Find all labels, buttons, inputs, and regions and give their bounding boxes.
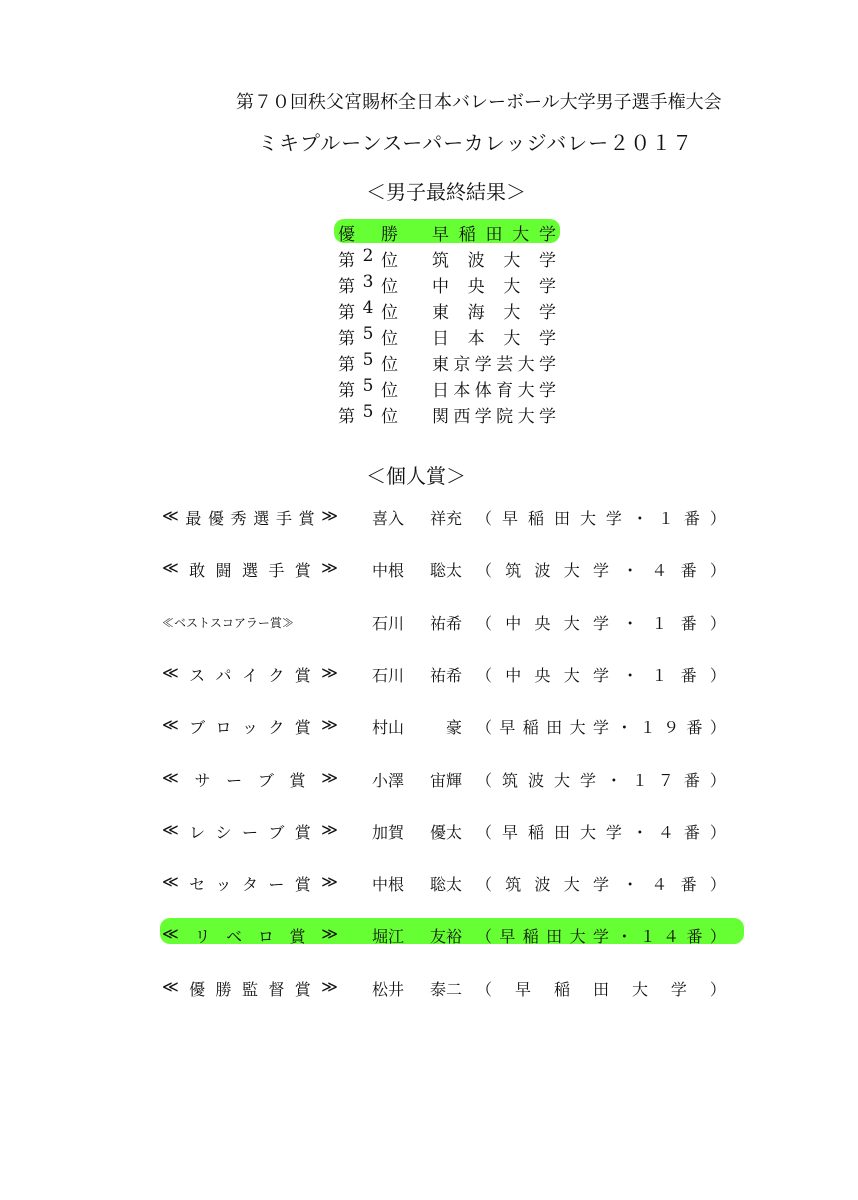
team-char: 波 [527, 770, 544, 790]
rank-char: 第 [338, 277, 355, 297]
award-row [162, 611, 728, 637]
player-char: 祐希 [429, 665, 462, 685]
team-char: ・ [622, 561, 639, 581]
award-row [162, 924, 728, 950]
player-char: 石川 [372, 665, 405, 685]
award-char: ≫ [321, 976, 338, 996]
team-char: 大 [563, 613, 580, 633]
award-name [162, 558, 338, 581]
result-university [432, 376, 556, 401]
award-row [162, 715, 728, 741]
player-char: 宙輝 [429, 770, 462, 790]
team-char: 筑 [505, 561, 522, 581]
award-char: ≫ [321, 506, 338, 525]
award-char: 賞 [298, 509, 315, 528]
team-char: 大 [569, 927, 586, 947]
award-name [162, 506, 338, 529]
award-char: ー [268, 875, 285, 895]
result-university [432, 350, 556, 375]
award-char: 敢 [189, 561, 206, 581]
award-name [162, 820, 338, 843]
team-char: 稲 [527, 509, 544, 528]
award-char: 賞 [294, 561, 311, 581]
team-char: 学 [592, 613, 609, 633]
university-char: 本 [453, 381, 471, 401]
player-char: 石川 [372, 613, 405, 633]
award-player [372, 924, 462, 947]
award-char: サ [194, 770, 211, 790]
team-char: ） [709, 509, 726, 528]
team-char: 学 [605, 822, 622, 842]
team-char: （ [476, 875, 493, 895]
award-char: 優 [208, 509, 225, 528]
award-char: ッ [215, 875, 232, 895]
player-char: 松井 [372, 979, 405, 999]
award-char: ク [268, 718, 285, 738]
team-char: 大 [563, 561, 580, 581]
award-row [162, 768, 728, 794]
team-char: 学 [605, 509, 622, 528]
team-char: 稲 [522, 718, 539, 738]
team-char: １ [651, 613, 668, 633]
award-team [476, 768, 726, 791]
university-char: 学 [538, 277, 556, 297]
team-char: 筑 [505, 875, 522, 895]
team-char: 早 [501, 509, 518, 528]
team-char: 田 [592, 979, 609, 999]
award-char: 賞 [294, 718, 311, 738]
team-char: 波 [534, 561, 551, 581]
award-char: ≪ [162, 506, 179, 525]
award-name [162, 715, 338, 738]
team-char: 中 [505, 613, 522, 633]
player-char: 堀江 [372, 927, 405, 947]
award-char: ブ [189, 718, 206, 738]
team-char: 稲 [553, 979, 570, 999]
award-player [372, 558, 462, 581]
team-char: 波 [534, 875, 551, 895]
university-char: 大 [512, 225, 530, 245]
award-team [476, 558, 726, 581]
team-char: 田 [553, 822, 570, 842]
team-char: 学 [670, 979, 687, 999]
team-char: ） [709, 613, 726, 633]
rank-char: 5 [362, 324, 374, 344]
team-char: 番 [683, 770, 700, 790]
award-char: ≫ [321, 819, 338, 839]
team-char: （ [476, 770, 493, 790]
team-char: ） [709, 927, 726, 947]
award-char: レ [189, 822, 206, 842]
player-char: 喜入 [372, 509, 405, 528]
award-player [372, 611, 462, 634]
award-char: ー [226, 770, 243, 790]
university-char: 大 [517, 407, 535, 427]
team-char: 学 [592, 665, 609, 685]
team-char: 稲 [522, 927, 539, 947]
award-player [372, 768, 462, 791]
player-char: 加賀 [372, 822, 405, 842]
award-char: 選 [253, 509, 270, 528]
award-char: ー [241, 822, 258, 842]
result-rank [338, 246, 398, 271]
team-char: 早 [501, 822, 518, 842]
award-char: ッ [241, 718, 258, 738]
award-player [372, 820, 462, 843]
team-char: 早 [499, 927, 516, 947]
team-char: 大 [553, 770, 570, 790]
award-char: 監 [241, 979, 258, 999]
player-char: 村山 [372, 718, 405, 738]
team-char: 筑 [501, 770, 518, 790]
team-char: ４ [657, 822, 674, 842]
team-char: 大 [563, 875, 580, 895]
team-char: 大 [563, 665, 580, 685]
university-char: 西 [453, 407, 471, 427]
award-row [162, 558, 728, 584]
rank-char: 第 [338, 303, 355, 323]
team-char: （ [476, 509, 493, 528]
team-char: 大 [579, 822, 596, 842]
university-char: 央 [467, 277, 485, 297]
team-char: 中 [505, 665, 522, 685]
rank-char: 第 [338, 329, 355, 349]
result-university [432, 298, 556, 323]
award-char: ブ [257, 770, 274, 790]
team-char: １ [651, 665, 668, 685]
tournament-subtitle: ミキプルーンスーパーカレッジバレー２０１７ [258, 131, 694, 155]
team-char: 大 [569, 718, 586, 738]
award-char: ≫ [321, 924, 338, 944]
team-char: （ [476, 822, 493, 842]
result-rank [338, 272, 398, 297]
university-char: 本 [467, 329, 485, 349]
team-char: 学 [579, 770, 596, 790]
rank-char: 位 [380, 329, 398, 349]
award-char: ≫ [321, 715, 338, 735]
university-char: 波 [467, 251, 485, 271]
rank-char: 4 [362, 298, 374, 318]
team-char: （ [476, 927, 493, 947]
tournament-title: 第７０回秩父宮賜杯全日本バレーボール大学男子選手権大会 [236, 92, 722, 113]
result-rank [338, 298, 398, 323]
award-char: ク [268, 665, 285, 685]
award-char: 賞 [289, 770, 306, 790]
team-char: 番 [683, 822, 700, 842]
result-university [432, 402, 556, 427]
award-row [162, 820, 728, 846]
award-char: 最 [185, 509, 202, 528]
rank-char: 位 [380, 407, 398, 427]
player-char: 祥充 [429, 509, 462, 528]
university-char: 院 [496, 407, 514, 427]
award-char: ≫ [321, 558, 338, 578]
team-char: 学 [592, 718, 609, 738]
result-rank [338, 324, 398, 349]
award-team [476, 506, 726, 529]
team-char: 大 [631, 979, 648, 999]
team-char: 学 [592, 875, 609, 895]
award-team [476, 924, 726, 947]
university-char: 大 [503, 251, 521, 271]
rank-char: 5 [362, 376, 374, 396]
player-char: 祐希 [429, 613, 462, 633]
university-char: 大 [517, 355, 535, 375]
award-char: ≫ [321, 767, 338, 787]
team-char: 田 [546, 718, 563, 738]
rank-char: 5 [362, 402, 374, 422]
team-char: ９ [663, 718, 680, 738]
university-char: 東 [432, 303, 449, 323]
team-char: 央 [534, 665, 551, 685]
award-char: ≪ [162, 767, 179, 787]
university-char: 大 [503, 277, 521, 297]
team-char: １ [639, 718, 656, 738]
award-char: イ [241, 665, 258, 685]
university-char: 中 [432, 277, 449, 297]
team-char: ） [709, 770, 726, 790]
result-university [432, 324, 556, 349]
rank-char: 第 [338, 355, 355, 375]
team-char: １ [639, 927, 656, 947]
player-char: 友裕 [429, 927, 462, 947]
university-char: 筑 [432, 251, 449, 271]
team-char: 番 [680, 561, 697, 581]
player-char: 小澤 [372, 770, 405, 790]
team-char: （ [476, 665, 493, 685]
team-char: ４ [651, 875, 668, 895]
final-results-heading: ＜男子最終結果＞ [366, 180, 526, 204]
team-char: ７ [657, 770, 674, 790]
award-char: ブ [268, 822, 285, 842]
player-char: 豪 [445, 718, 462, 738]
award-char: 優 [189, 979, 206, 999]
award-player [372, 872, 462, 895]
award-char: 督 [268, 979, 285, 999]
award-char: ≫ [321, 872, 338, 892]
university-char: 大 [503, 329, 521, 349]
player-char: 優太 [429, 822, 462, 842]
rank-char: 第 [338, 407, 355, 427]
award-char: 賞 [294, 875, 311, 895]
award-char: 賞 [289, 927, 306, 947]
award-char: ス [189, 665, 206, 685]
team-char: 大 [579, 509, 596, 528]
team-char: １ [657, 509, 674, 528]
university-char: 日 [432, 329, 449, 349]
rank-char: 勝 [381, 225, 398, 245]
team-char: ・ [622, 875, 639, 895]
team-char: （ [476, 561, 493, 581]
university-char: 学 [539, 225, 556, 245]
award-team [476, 611, 726, 634]
award-char: 賞 [294, 665, 311, 685]
university-char: 京 [453, 355, 471, 375]
award-char: 手 [275, 509, 292, 528]
team-char: 稲 [527, 822, 544, 842]
award-char: 選 [241, 561, 258, 581]
award-row [162, 506, 728, 532]
university-char: 学 [538, 381, 556, 401]
university-char: 体 [474, 381, 492, 401]
award-name: ≪ベストスコアラー賞≫ [162, 615, 294, 630]
award-row [162, 663, 728, 689]
award-char: ベ [226, 927, 243, 947]
player-char: 中根 [372, 875, 405, 895]
university-char: 学 [474, 407, 492, 427]
team-char: ） [709, 665, 726, 685]
award-char: 闘 [215, 561, 232, 581]
university-char: 日 [432, 381, 449, 401]
award-name [162, 924, 338, 947]
team-char: （ [476, 979, 493, 999]
team-char: ４ [663, 927, 680, 947]
award-char: 手 [268, 561, 285, 581]
award-char: リ [194, 927, 211, 947]
rank-char: 2 [362, 246, 374, 266]
team-char: ・ [631, 822, 648, 842]
team-char: 番 [686, 927, 703, 947]
team-char: 番 [686, 718, 703, 738]
team-char: 田 [546, 927, 563, 947]
award-char: ロ [257, 927, 274, 947]
result-rank [338, 376, 398, 401]
rank-char: 位 [380, 251, 398, 271]
award-name [162, 768, 338, 791]
university-char: 海 [467, 303, 485, 323]
award-player [372, 506, 462, 529]
team-char: ４ [651, 561, 668, 581]
team-char: 番 [683, 509, 700, 528]
university-char: 学 [538, 303, 556, 323]
result-university [432, 220, 556, 245]
award-char: ≪ [162, 662, 179, 682]
team-char: ・ [616, 927, 633, 947]
award-char: 秀 [230, 509, 247, 528]
award-char: セ [189, 875, 206, 895]
rank-char: 位 [380, 303, 398, 323]
rank-char: 5 [362, 350, 374, 370]
award-team [476, 977, 726, 1000]
university-char: 大 [503, 303, 521, 323]
player-char: 聡太 [429, 561, 462, 581]
award-char: ≪ [162, 924, 179, 944]
award-team [476, 663, 726, 686]
award-char: ≪ [162, 819, 179, 839]
rank-char: 位 [380, 355, 398, 375]
award-char: パ [215, 665, 232, 685]
award-char: ≫ [321, 662, 338, 682]
award-char: 勝 [215, 979, 232, 999]
university-char: 関 [432, 407, 449, 427]
team-char: ・ [631, 509, 648, 528]
team-char: （ [476, 613, 493, 633]
rank-char: 第 [338, 251, 355, 271]
award-player [372, 977, 462, 1000]
university-char: 稲 [458, 225, 476, 245]
university-char: 東 [432, 355, 449, 375]
team-char: 番 [680, 875, 697, 895]
team-char: ・ [616, 718, 633, 738]
university-char: 大 [517, 381, 535, 401]
result-rank [338, 350, 398, 375]
team-char: ） [709, 561, 726, 581]
award-player [372, 663, 462, 686]
result-rank [338, 220, 398, 245]
university-char: 学 [538, 329, 556, 349]
player-char: 泰二 [429, 979, 462, 999]
team-char: 学 [592, 561, 609, 581]
university-char: 田 [485, 225, 503, 245]
award-name [162, 663, 338, 686]
team-char: 番 [680, 665, 697, 685]
award-char: ≪ [162, 872, 179, 892]
rank-char: 第 [338, 381, 355, 401]
award-char: シ [215, 822, 232, 842]
team-char: ） [709, 875, 726, 895]
rank-char: 位 [380, 277, 398, 297]
result-university [432, 272, 556, 297]
award-team [476, 715, 726, 738]
team-char: 早 [514, 979, 531, 999]
award-player [372, 715, 462, 738]
result-university [432, 246, 556, 271]
rank-char: 3 [362, 272, 374, 292]
team-char: ） [709, 822, 726, 842]
team-char: 田 [553, 509, 570, 528]
team-char: 番 [680, 613, 697, 633]
university-char: 学 [474, 355, 492, 375]
university-char: 育 [496, 381, 514, 401]
award-char: ≪ [162, 976, 179, 996]
award-name [162, 977, 338, 1000]
award-team [476, 820, 726, 843]
award-row [162, 872, 728, 898]
rank-char: 位 [380, 381, 398, 401]
award-row [162, 977, 728, 1003]
team-char: ） [709, 718, 726, 738]
award-char: 賞 [294, 979, 311, 999]
result-rank [338, 402, 398, 427]
award-char: 賞 [294, 822, 311, 842]
team-char: ・ [622, 665, 639, 685]
award-char: ロ [215, 718, 232, 738]
university-char: 芸 [496, 355, 514, 375]
university-char: 学 [538, 355, 556, 375]
award-char: ≪ [162, 558, 179, 578]
rank-char: 優 [338, 225, 355, 245]
award-char: ≪ [162, 715, 179, 735]
award-char: タ [241, 875, 258, 895]
university-char: 学 [538, 251, 556, 271]
team-char: ・ [605, 770, 622, 790]
player-char: 聡太 [429, 875, 462, 895]
individual-awards-heading: ＜個人賞＞ [366, 464, 466, 488]
team-char: （ [476, 718, 493, 738]
team-char: 早 [499, 718, 516, 738]
university-char: 早 [432, 225, 449, 245]
team-char: ） [709, 979, 726, 999]
award-team [476, 872, 726, 895]
team-char: ・ [622, 613, 639, 633]
university-char: 学 [538, 407, 556, 427]
team-char: １ [631, 770, 648, 790]
team-char: 央 [534, 613, 551, 633]
team-char: 学 [592, 927, 609, 947]
award-name [162, 872, 338, 895]
player-char: 中根 [372, 561, 405, 581]
